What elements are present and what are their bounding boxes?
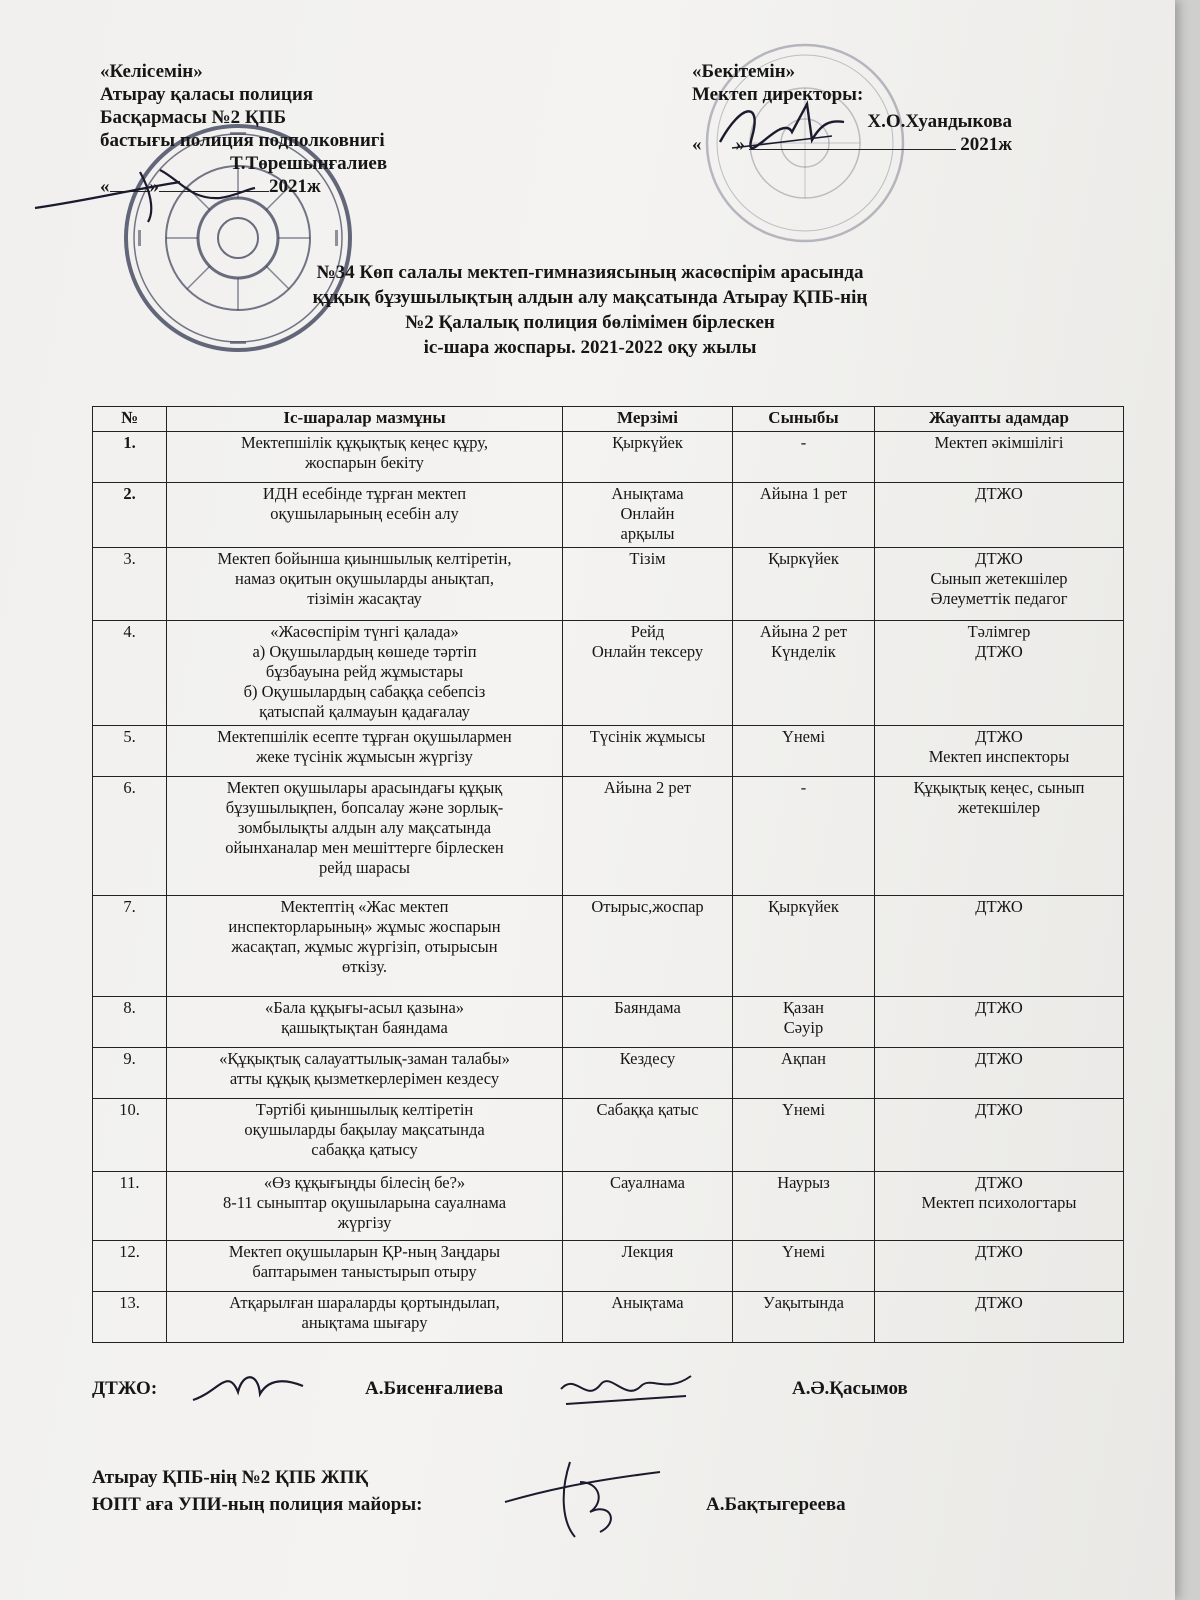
row-responsible-cell: Мектеп әкімшілігі xyxy=(875,432,1124,483)
approval-left-line2: Басқармасы №2 ҚПБ xyxy=(100,107,287,128)
table-row xyxy=(93,621,1124,726)
date-open-quote: « xyxy=(692,134,702,155)
footer-name-kasymov: А.Ә.Қасымов xyxy=(792,1378,908,1399)
row-responsible-cell: ДТЖО Мектеп психологтары xyxy=(875,1172,1124,1241)
row-number-cell: 1. xyxy=(93,432,167,483)
approval-left-line1: Атырау қаласы полиция xyxy=(100,84,314,105)
row-term-cell: Сабаққа қатыс xyxy=(563,1099,733,1172)
header-number: № xyxy=(93,407,167,432)
row-responsible-cell: ДТЖО Сынып жетекшілер Әлеуметтік педагог xyxy=(875,548,1124,621)
approval-right-year: 2021ж xyxy=(960,134,1012,155)
row-term-cell: Сауалнама xyxy=(563,1172,733,1241)
table-row xyxy=(93,548,1124,621)
row-content-cell: Тәртібі қиыншылық келтіретін оқушыларды бақылау мақсатында сабаққа қатысу xyxy=(167,1099,563,1172)
row-term-cell: Отырыс,жоспар xyxy=(563,896,733,997)
footer-line1: Атырау ҚПБ-нің №2 ҚПБ ЖПҚ xyxy=(92,1467,369,1488)
title-line2: құқық бұзушылықтың алдын алу мақсатында Атырау ҚПБ-нің xyxy=(312,287,868,308)
row-content-cell: Мектеп оқушыларын ҚР-ның Заңдары баптарымен таныстырып отыру xyxy=(167,1241,563,1292)
footer-line2: ЮПТ аға УПИ-ның полиция майоры: xyxy=(92,1494,423,1515)
row-class-cell: Уақытында xyxy=(733,1292,875,1343)
title-line3: №2 Қалалық полиция бөлімімен бірлескен xyxy=(405,312,775,333)
row-term-cell: Лекция xyxy=(563,1241,733,1292)
row-number-cell: 7. xyxy=(93,896,167,997)
row-term-cell: Баяндама xyxy=(563,997,733,1048)
table-row xyxy=(93,483,1124,548)
row-class-cell: Айына 1 рет xyxy=(733,483,875,548)
row-term-cell: Анықтама Онлайн арқылы xyxy=(563,483,733,548)
row-number-cell: 4. xyxy=(93,621,167,726)
row-number-cell: 5. xyxy=(93,726,167,777)
table-row xyxy=(93,1099,1124,1172)
approval-left-label: «Келісемін» xyxy=(100,61,203,82)
date-open-quote: « xyxy=(100,176,110,197)
row-content-cell: Мектепшілік құқықтық кеңес құру, жоспарын бекіту xyxy=(167,432,563,483)
row-content-cell: ИДН есебінде тұрған мектеп оқушыларының есебін алу xyxy=(167,483,563,548)
row-responsible-cell: ДТЖО xyxy=(875,997,1124,1048)
approval-right-position: Мектеп директоры: xyxy=(692,84,864,105)
row-responsible-cell: ДТЖО xyxy=(875,1292,1124,1343)
row-responsible-cell: ДТЖО xyxy=(875,896,1124,997)
date-close-quote: » xyxy=(149,176,159,197)
approval-right-name: Х.О.Хуандыкова xyxy=(867,111,1012,132)
signature-kasymov xyxy=(556,1364,696,1414)
row-class-cell: Наурыз xyxy=(733,1172,875,1241)
table-row xyxy=(93,726,1124,777)
row-content-cell: Мектепшілік есепте тұрған оқушылармен жеке түсінік жұмысын жүргізу xyxy=(167,726,563,777)
row-term-cell: Түсінік жұмысы xyxy=(563,726,733,777)
row-responsible-cell: ДТЖО xyxy=(875,1099,1124,1172)
header-term: Мерзімі xyxy=(563,407,733,432)
row-responsible-cell: Тәлімгер ДТЖО xyxy=(875,621,1124,726)
header-responsible: Жауапты адамдар xyxy=(875,407,1124,432)
header-class: Сыныбы xyxy=(733,407,875,432)
footer-dtzho-label: ДТЖО: xyxy=(92,1378,158,1399)
row-responsible-cell: ДТЖО Мектеп инспекторы xyxy=(875,726,1124,777)
row-content-cell: Мектептің «Жас мектеп инспекторларының» жұмыс жоспарын жасақтап, жұмыс жүргізіп, отырысын өткізу. xyxy=(167,896,563,997)
table-row xyxy=(93,997,1124,1048)
signature-police-chief xyxy=(30,160,260,230)
row-class-cell: Үнемі xyxy=(733,726,875,777)
row-number-cell: 9. xyxy=(93,1048,167,1099)
row-number-cell: 10. xyxy=(93,1099,167,1172)
row-number-cell: 3. xyxy=(93,548,167,621)
table-row xyxy=(93,1241,1124,1292)
row-class-cell: - xyxy=(733,777,875,896)
row-responsible-cell: ДТЖО xyxy=(875,1241,1124,1292)
row-number-cell: 8. xyxy=(93,997,167,1048)
row-content-cell: Мектеп бойынша қиыншылық келтіретін, намаз оқитын оқушыларды анықтап, тізімін жасақтау xyxy=(167,548,563,621)
approval-right-label: «Бекітемін» xyxy=(692,61,796,82)
table-row xyxy=(93,1048,1124,1099)
row-term-cell: Кездесу xyxy=(563,1048,733,1099)
row-class-cell: Ақпан xyxy=(733,1048,875,1099)
table-header-row xyxy=(93,407,1124,432)
footer-name-baktygereeva: А.Бақтыгереева xyxy=(706,1494,846,1515)
approval-left-year: 2021ж xyxy=(269,176,321,197)
row-class-cell: Қыркүйек xyxy=(733,896,875,997)
row-term-cell: Рейд Онлайн тексеру xyxy=(563,621,733,726)
row-responsible-cell: Құқықтық кеңес, сынып жетекшілер xyxy=(875,777,1124,896)
row-responsible-cell: ДТЖО xyxy=(875,483,1124,548)
activity-plan-table xyxy=(92,406,1124,1343)
row-content-cell: «Өз құқығыңды білесің бе?» 8-11 сыныптар оқушыларына сауалнама жүргізу xyxy=(167,1172,563,1241)
row-class-cell: Үнемі xyxy=(733,1099,875,1172)
date-close-quote: » xyxy=(735,134,745,155)
row-number-cell: 2. xyxy=(93,483,167,548)
row-content-cell: «Бала құқығы-асыл қазына» қашықтықтан баяндама xyxy=(167,997,563,1048)
table-row xyxy=(93,1172,1124,1241)
row-class-cell: Үнемі xyxy=(733,1241,875,1292)
signature-baktygereeva xyxy=(500,1452,670,1542)
row-class-cell: Қыркүйек xyxy=(733,548,875,621)
table-row xyxy=(93,777,1124,896)
row-term-cell: Айына 2 рет xyxy=(563,777,733,896)
table-row xyxy=(93,896,1124,997)
row-number-cell: 6. xyxy=(93,777,167,896)
row-class-cell: Қазан Сәуір xyxy=(733,997,875,1048)
row-content-cell: Мектеп оқушылары арасындағы құқық бұзушылықпен, бопсалау және зорлық- зомбылықты алдын алу мақсатында ойынханалар мен мешіттерге бірлескен рейд шарасы xyxy=(167,777,563,896)
approval-left-name: Т.Төрешынғалиев xyxy=(230,153,388,174)
header-content: Іс-шаралар мазмұны xyxy=(167,407,563,432)
row-content-cell: «Жасөспірім түнгі қалада» а) Оқушылардың көшеде тәртіп бұзбауына рейд жұмыстары б) Оқушылардың сабаққа себепсіз қатыспай қалмауын қадағалау xyxy=(167,621,563,726)
row-term-cell: Анықтама xyxy=(563,1292,733,1343)
approval-left-line3: бастығы полиция подполковнигі xyxy=(100,130,385,151)
table-row xyxy=(93,432,1124,483)
title-line1: №34 Көп салалы мектеп-гимназиясының жасөспірім арасында xyxy=(316,262,864,283)
row-number-cell: 13. xyxy=(93,1292,167,1343)
row-responsible-cell: ДТЖО xyxy=(875,1048,1124,1099)
row-content-cell: Атқарылған шараларды қортындылап, анықтама шығару xyxy=(167,1292,563,1343)
row-term-cell: Тізім xyxy=(563,548,733,621)
footer-name-bisengalieva: А.Бисенғалиева xyxy=(365,1378,504,1399)
table-row xyxy=(93,1292,1124,1343)
row-number-cell: 11. xyxy=(93,1172,167,1241)
row-content-cell: «Құқықтық салауаттылық-заман талабы» атты құқық қызметкерлерімен кездесу xyxy=(167,1048,563,1099)
title-line4: іс-шара жоспары. 2021-2022 оқу жылы xyxy=(423,337,757,358)
row-number-cell: 12. xyxy=(93,1241,167,1292)
signature-bisengalieva xyxy=(188,1362,308,1412)
row-class-cell: - xyxy=(733,432,875,483)
signature-director xyxy=(712,92,852,162)
document-title xyxy=(180,260,1000,360)
row-term-cell: Қыркүйек xyxy=(563,432,733,483)
row-class-cell: Айына 2 рет Күнделік xyxy=(733,621,875,726)
